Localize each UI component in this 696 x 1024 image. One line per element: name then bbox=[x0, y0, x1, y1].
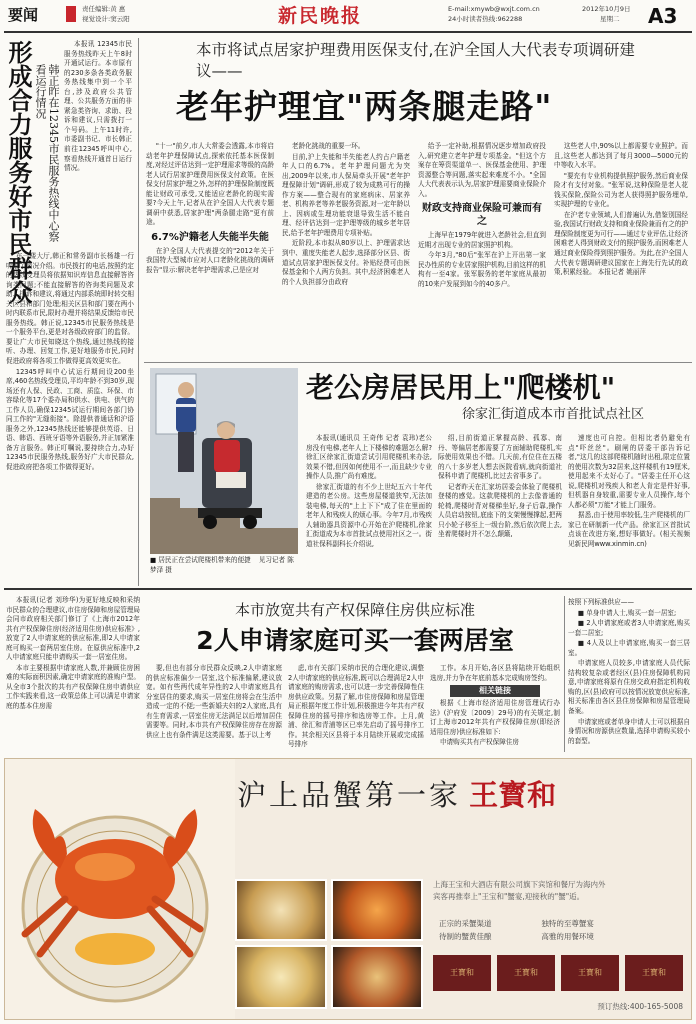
ad-brand-name: 王寳和 bbox=[469, 778, 557, 812]
date-line: 2012年10月9日 bbox=[582, 5, 631, 13]
mid-photo bbox=[150, 368, 298, 554]
ad-bullet-1: 正宗的采蟹渠道 bbox=[439, 919, 492, 928]
masthead-logo: 新民晚报 bbox=[278, 5, 363, 27]
mid-photo-caption bbox=[150, 556, 298, 582]
bottom-right-item-4: ■ 4人及以上申请家庭,购买一套三居室。 bbox=[568, 639, 690, 657]
bottom-right-item-6: 申请家庭或者单身申请人士可以根据自身情况和房源供应数量,选择申请购买较小的套型。 bbox=[568, 717, 690, 745]
mid-subtitle: 徐家汇街道成本市首批试点社区 bbox=[461, 407, 644, 422]
bottom-headline-box bbox=[146, 624, 564, 662]
mid-col-1 bbox=[306, 434, 432, 584]
page-number: A3 bbox=[648, 4, 678, 28]
page-header bbox=[0, 0, 696, 30]
top-col-4 bbox=[554, 142, 688, 360]
ad-logo-3: 王寳和 bbox=[561, 955, 619, 991]
top-col-3 bbox=[418, 142, 546, 360]
ad-title-left: 沪上品蟹第一家 bbox=[237, 778, 462, 812]
ad-bullet-2: 独特的至尊蟹宴 bbox=[541, 919, 594, 928]
caption-square: ■ bbox=[150, 556, 159, 564]
top-col3-para-2: 上海早在1979年就进入老龄社会,但直到近期才出现专业的居家照护机构。 bbox=[418, 231, 546, 249]
bottom-kicker: 本市放宽共有产权保障住房供应标准 bbox=[234, 601, 475, 619]
mid-col2-para-2: 记者昨天在汇家坊居委会体验了爬楼机登楼的感觉。这款爬楼机的上去像普通的轮椅,爬楼时背对楼梯坐好,身子后靠,操作人员启动按钮,底座下的支架慢慢撑起,把两只小轮子移至上一级台阶,然后依次爬上去,坐着爬楼时并不怎么颠簸, bbox=[438, 482, 562, 539]
mid-col2-para-1: 绍,目前街道正掌握高龄、孤寡、南丹、等偏居老都需要了方面辅助爬楼机,实际使用效果也不错。几天前,有位住在五楼的八十多岁老人想去医院看病,就向街道社保科申请了爬楼机,比过去省事多了。 bbox=[438, 434, 562, 481]
top-headline-box bbox=[176, 86, 696, 132]
hotline-line: 24小时读者热线:962288 bbox=[448, 15, 523, 23]
bottom-headline: 2人申请家庭可买一套两居室 bbox=[196, 626, 514, 655]
top-kicker-text: 本市将试点居家护理费用医保支付,在沪全国人大代表专项调研建议—— bbox=[196, 41, 635, 80]
photo-chair-wheel-2 bbox=[243, 515, 257, 529]
mid-col-2 bbox=[438, 434, 562, 584]
ad-logo-row bbox=[433, 955, 685, 995]
section-label: 要闻 bbox=[8, 6, 39, 24]
ad-hotline: 预订热线:400-165-5008 bbox=[597, 1002, 683, 1011]
mid-col1-para-2: 徐家汇街道的有不少上世纪五六十年代建造的老公房。这些房屋楼道狭窄,无法加装电梯,每天的"上上下下"成了住在里面的老年人和残疾人的烦心事。今年7月,市残疾人辅助器具资源中心开始在沪爬楼机,徐家汇街道成为本市首批试点使用社区之一。街道社保科副科长介绍说, bbox=[306, 482, 432, 549]
photo-figures bbox=[150, 368, 298, 554]
top-col2-para-3: 近阶段,本市拟从80岁以上、护理需求达到中、重度失能老人起步,选择部分区县、街道试点居家护理医保支付。补贴经费可由医保基金和个人两方负担。其中,经济困难老人的个人负担部分由政府 bbox=[282, 239, 410, 286]
top-col4-para-3: 在沪老专业领域,人们普遍认为,借鉴别国经验,我国试行财政支持和商业保险兼而有之的护理保险制度更为可行——通过专业评估,让经济困难老人得到财政支付的照护服务,而困难老人通过商业保险得到照护服务。为此,在沪全国人大代表专题调研建议国家在上海先行先试的政策,积累经验。 本报记者 姚丽萍 bbox=[554, 210, 688, 277]
bottom-col-2 bbox=[146, 664, 282, 752]
top-subhead-2: 财政支持商业保险可兼而有之 bbox=[422, 203, 542, 228]
ad-logo-4: 王寳和 bbox=[625, 955, 683, 991]
ad-logo-1: 王寳和 bbox=[433, 955, 491, 991]
left-body-top bbox=[64, 40, 132, 288]
related-link-label: 相关链接 bbox=[450, 685, 540, 697]
mid-headline-box bbox=[306, 370, 692, 430]
top-subhead-1: 6.7%沪籍老人失能半失能 bbox=[151, 231, 269, 243]
crab-advertisement bbox=[4, 758, 692, 1020]
editor-credit: 责任编辑:黄 惠 bbox=[82, 5, 126, 13]
ad-crab-roe bbox=[75, 933, 155, 965]
left-vertical-rule bbox=[138, 38, 139, 586]
bottom-right-item-2: ■ 单身申请人士,购买一套一居室; bbox=[577, 608, 677, 617]
designer-credit: 视觉设计:窦云阳 bbox=[82, 15, 130, 23]
top-col2-para-1: 老龄化挑战的重要一环。 bbox=[291, 142, 365, 150]
bottom-right-item-3: ■ 2人申请家庭或者3人申请家庭,购买一套二居室; bbox=[568, 619, 690, 637]
bottom-col3-para-1: 虑,市有关部门采纳市民的合理化建议,调整2人申请家庭的供应标准,既可以合理满足2人申请家庭的购房需求,也可以进一步完善保障性住房供应政策。另据了解,市住房保障和房屋管理局正根据年度工作计划,积极推进今年共有产权保障住房的摇号排序和选房等工作。上月,黄浦、徐汇和青浦等区已率先启动了摇号排序工作。其余相关区县将于本月陆续开展或完成摇号排序 bbox=[288, 664, 424, 749]
ad-dish-4 bbox=[331, 945, 423, 1009]
top-col2-para-2: 目前,沪上失能和半失能老人约占户籍老年人口的6.7%。老年护理问题尤为突出,2009年以来,市人保局牵头开展"老年护理保障计划"调研,形成了较为成熟可行的操作方案——整合现有的家庭病床、居家养老、机构养老等养老服务资源,对一定年龄以上、因病或生理功能衰退导致生活不能自理、经评估达到一定护理等级的城乡老年居民,给予老年护理费用专项补贴。 bbox=[282, 152, 410, 237]
photo-chair-wheel bbox=[203, 515, 217, 529]
bottom-right-item-5: 申请家庭人员较多,申请家庭人员代际结构较复杂或者经区(县)住房保障机构同意,申请家庭将原有住房交政府指定机构收购的,区(县)政府可以按情况放宽供应标准,相关标准由各区县住房保障和房屋管理局备案。 bbox=[568, 659, 690, 716]
ad-company-text bbox=[433, 879, 683, 915]
ad-company-line-2: 宾客再推奉上"王宝和"蟹宴,迎接秋的"蟹"逅。 bbox=[433, 892, 585, 901]
bottom-right-col bbox=[568, 598, 690, 752]
photo-man-legs bbox=[178, 432, 194, 472]
top-article-bottom-rule bbox=[144, 362, 692, 363]
left-headline: 形成合力服务好市民群众 bbox=[4, 40, 33, 304]
bottom-kicker-box bbox=[146, 600, 564, 622]
ad-title-row bbox=[237, 771, 677, 821]
top-col4-para-2: "要充有专业机构提供照护服务,然后商业保险才有支付对象。"张军说,这种保险是老人花钱买保险,保险公司为老人获得照护服务埋单,实现护理的专业化。 bbox=[554, 171, 688, 209]
mid-col-3 bbox=[568, 434, 690, 584]
left-para-3: 12345呼叫中心试运行期间设200坐席,460名热线受理员,平均年龄不到30岁,现场还有人保、民政、工商、质监、环保、市容绿化等17个委办局和供水、供电、供气的工作人员,确保12345试运行期间各部门协同工作的"无缝衔接"。除提供普通话和沪语服务之外,12345热线还能够提供英语、日语、韩语、西班牙语等外语服务,并正加紧准备方言服务。韩正叮嘱说,要持续合力,办好12345市民服务热线,服务好广大市民群众,促进政府把各项工作做得更好。 bbox=[6, 367, 134, 472]
bottom-left-para-1: 本报讯(记者 刘珍华)为更好地反映和采纳市民群众的合理建议,市住房保障和房屋管理局会同市政府相关部门修订了《上海市2012年共有产权保障住房(经济适用住房)供应标准》,放宽了2人申请家庭的供应标准,即2人申请家庭可购买一套两居室住房。在原供应标准中,2人申请家庭只能申请购买一套一居室住房。 bbox=[6, 596, 140, 662]
caption-credit: 见习记者 陈梦泽 摄 bbox=[150, 556, 294, 574]
ad-crab-shell-shine bbox=[75, 853, 135, 881]
left-subhead-box bbox=[34, 64, 62, 250]
ad-dish-2 bbox=[331, 879, 423, 941]
top-col3-para-1: 给予一定补助,根据情况逐步增加政府投入,研究建立老年护理专项基金。"但这个方案存在筹资渠道单一、医保基金使用、护理资源整合等问题,落实起来难度不小。"全国人大代表表示认为,居家护理需要商业保险介入。 bbox=[418, 142, 546, 198]
mid-headline: 老公房居民用上"爬楼机" bbox=[306, 371, 616, 404]
photo-man-stripes bbox=[176, 404, 196, 407]
top-col1-para-2: 在沪全国人大代表提交的"2012年关于我国特大型城市应对人口老龄化挑战的调研报告"显示:解决老年护理需求,已是应对 bbox=[146, 246, 274, 275]
left-body-main bbox=[6, 252, 134, 584]
bottom-col4-para-2: 根据《上海市经济适用住房管理试行办法》(沪府发〔2009〕29号)的有关规定,制订上海市2012年共有产权保障住房(即经济适用住房)供应标准如下: bbox=[430, 699, 560, 736]
top-col3-para-3: 今年3月,"80后"张军在沪上开出第一家民办性质的专业居家照护机构,目前这样的机构有一至4家。张军服务的老年家庭从最初的10来户发展到如今的40多户。 bbox=[418, 251, 546, 289]
bottom-left-col bbox=[6, 596, 140, 750]
left-para-2: 在一楼大厅,韩正和常务副市长杨雄一行听取了情况介绍。市民拨打的电话,按照约定的热线受理员将依据知识库信息直接解答咨询类问题;不能直接解答的咨询类问题及求助、投诉和建议,将通过内部系统即时转交相关区县和部门处理;相关区县和部门要在两小时内联系市民,限时办理并将结果反馈给市民服务热线。韩正说,12345市民服务热线是一个服务平台,更是对各级政府部门的监督。要让广大市民知晓这个热线,通过热线的接听、办理、回复工作,更好地服务市民,同时促进政府将各项工作做得更高效更实在。 bbox=[6, 252, 134, 366]
ad-bullet-list bbox=[439, 917, 679, 947]
bottom-col4-para-3: 申请购买共有产权保障住房 bbox=[439, 738, 520, 747]
mid-col1-para-1: 本报讯(通讯员 王奇伟 记者 袁玮)老公房没有电梯,老年人上下楼梯的难题怎么解?徐汇区徐家汇街道尝试引用爬楼机来办法,效果不错,但因如何使用不一,而且缺少专业操作人员,推广尚有难度。 bbox=[306, 434, 432, 481]
bottom-col-3 bbox=[288, 664, 424, 752]
bottom-col4-para-1: 工作。本月开始,各区县将陆续开始组织选房,并力争在年底前基本完成购房签约。 bbox=[430, 664, 560, 682]
photo-woman-vest bbox=[214, 440, 240, 472]
bottom-left-para-2: 本市主要根据申请家庭人数,并兼顾住房困难的实际面积因素,确定申请家庭的准购户型。从全市3个批次的共有产权保障住房申请供应工作实践来看,这一政策总体上可以满足申请家庭的基本住房需 bbox=[6, 663, 140, 711]
photo-man-head bbox=[178, 382, 194, 398]
bottom-right-item-1: 按照下列标准供应—— bbox=[568, 598, 634, 606]
weekday-line: 星期二 bbox=[600, 15, 620, 23]
ad-dishes bbox=[235, 879, 425, 1013]
ad-logo-2: 王寳和 bbox=[497, 955, 555, 991]
section-tab bbox=[66, 6, 76, 22]
ad-dish-3 bbox=[235, 945, 327, 1009]
top-headline: 老年护理宜"两条腿走路" bbox=[176, 87, 553, 126]
ad-bullet-4: 高雅的用餐环境 bbox=[541, 932, 594, 941]
top-col1-para-1: "十一"前夕,市人大常委会透露,本市将启动老年护理保障试点,探索依托基本医保制度,对经过评估达到一定护理需求等级的高龄老人试行居家护理费用医保支付政策。在医保支付居家护理之外,怎样的护理保险制度既能让财政可承受,又能适应老龄化的现实需要?今天上午,记者从在沪全国人大代表专题调研中获悉,居家护理"两条腿走路"更有前途。 bbox=[146, 142, 274, 227]
bottom-right-rule bbox=[564, 596, 565, 752]
ad-dish-1 bbox=[235, 879, 327, 941]
mid-col3-para-1: 速度也可自控。但相比者仍避免有点"吓丝丝"。刷闸的居委干部告诉记者,"这几的这部爬楼机随时出租,限定位置的使用次数为32居来,这样楼机有19厘米,使用起来不太好心了。"居委主任开心这说,爬楼机对残疾人和老人肯定是件好事,但机器自身较重,需要专业人员操作,每个人都必须"万能"才能上门服务。 bbox=[568, 434, 690, 509]
top-col-1 bbox=[146, 142, 274, 360]
mid-col3-para-2: 据悉,由于使用率较低,生产爬楼机的厂家已在研制新一代产品。徐家汇区首批试点该在改进方案,想好事做好。(相关视频见新民网www.xinmin.cn) bbox=[568, 511, 690, 549]
left-para-1: 本报讯 12345市民服务热线昨天上午8时开通试运行。本市原有的230多条各类政务服务热线集中到一个平台,涉及政府公共管理、公共服务方面的非紧急类咨询、求助、投诉和建议,只需拨打一个号码。上午11时许,市委副书记、市长韩正前往12345呼叫中心,察看热线开通首日运行情况。 bbox=[64, 40, 132, 173]
bottom-col-4 bbox=[430, 664, 560, 752]
bottom-col2-para-1: 要,但也有部分市民群众反映,2人申请家庭的供应标准偏少一居室,这个标准偏紧,建议放宽。如有些两代成年异性的2人申请家庭具有分室居住的要求,购买一居室住房将会在生活中造成一定的不便;一些新婚夫妇的2人家庭,具有有生育需求,一居室住房无法满足以后增加居住需要等。同时,本市共有产权保障住房存在房源供应上也有条件满足这类需要。基于以上考 bbox=[146, 664, 282, 739]
header-rule bbox=[4, 31, 692, 33]
left-subhead: 韩正昨在12345市民服务热线中心察看运行情况 bbox=[34, 64, 60, 242]
email-line: E-mail:xmywb@wxjt.com.cn bbox=[448, 5, 540, 13]
caption-text: 居民正在尝试爬楼机带来的便捷 bbox=[158, 556, 251, 564]
ad-bullet-3: 待制的蟹黄佳酿 bbox=[439, 932, 492, 941]
photo-man-body bbox=[176, 398, 196, 432]
top-col4-para-1: 这些老人中,90%以上都需要专业照护。而且,这些老人都达到了每月3000—5000元的中等收入水平。 bbox=[554, 142, 688, 170]
top-kicker bbox=[196, 40, 636, 84]
ad-company-line-1: 上海王宝和大酒店有限公司旗下宾馆和餐厅为海内外 bbox=[433, 880, 606, 889]
top-col-2 bbox=[282, 142, 410, 360]
photo-woman-legs bbox=[216, 472, 246, 488]
mid-section-rule bbox=[4, 588, 692, 590]
ad-crab-image bbox=[5, 759, 235, 1020]
